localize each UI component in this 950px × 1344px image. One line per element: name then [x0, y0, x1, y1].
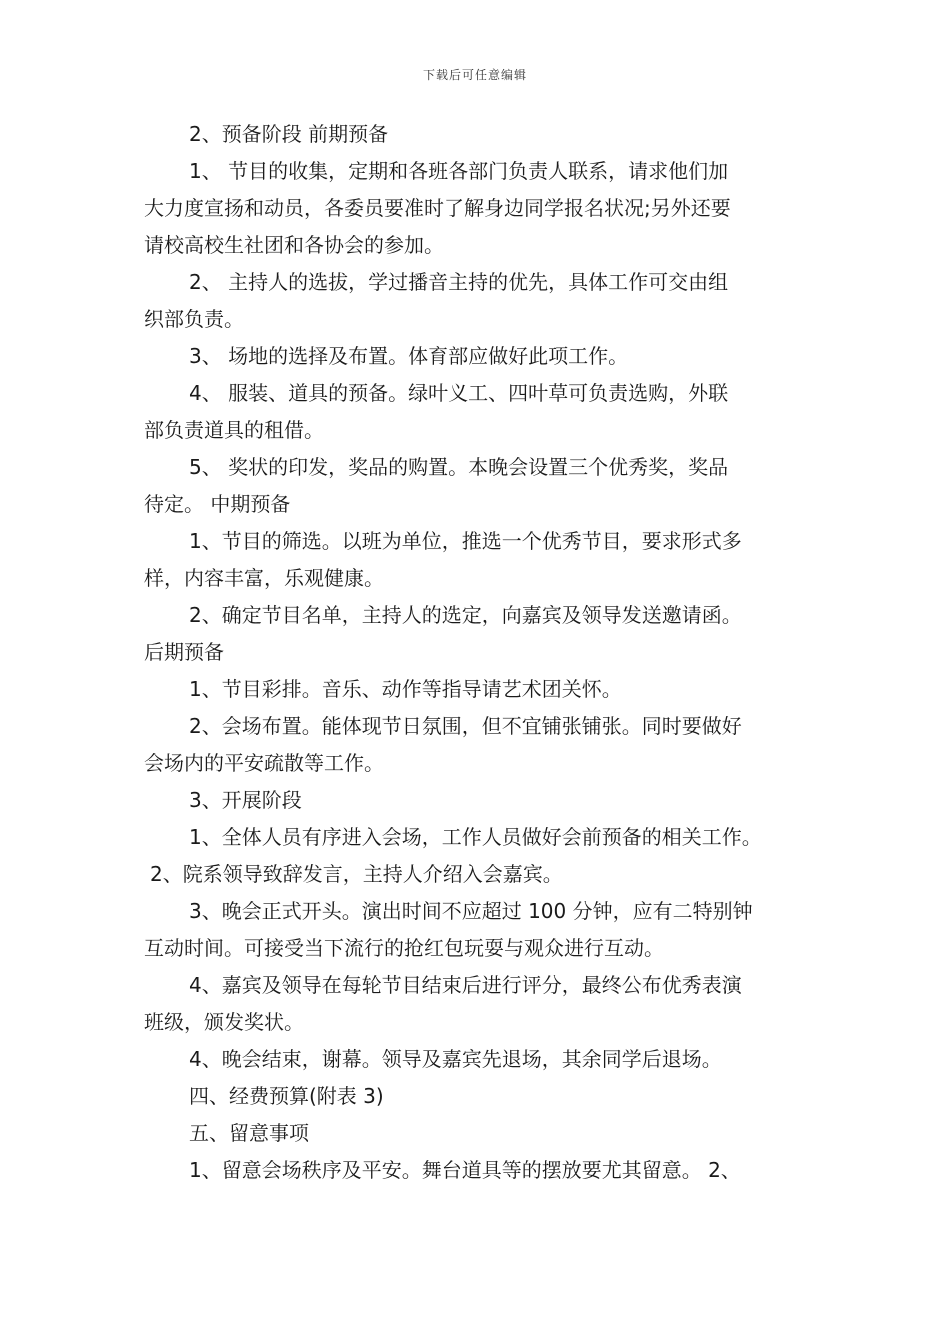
text-line: 1、全体人员有序进入会场，工作人员做好会前预备的相关工作。 — [189, 825, 762, 849]
text-line: 1、节目彩排。音乐、动作等指导请艺术团关怀。 — [189, 677, 622, 701]
text-line: 3、开展阶段 — [189, 788, 302, 812]
text-line: 2、 主持人的选拔，学过播音主持的优先，具体工作可交由组 — [189, 270, 729, 294]
text-line: 部负责道具的租借。 — [144, 418, 324, 442]
text-line: 五、留意事项 — [189, 1121, 309, 1145]
text-line: 会场内的平安疏散等工作。 — [144, 751, 384, 775]
text-line: 2、院系领导致辞发言，主持人介绍入会嘉宾。 — [150, 862, 563, 886]
text-line: 4、嘉宾及领导在每轮节目结束后进行评分，最终公布优秀表演 — [189, 973, 742, 997]
text-line: 3、晚会正式开头。演出时间不应超过 100 分钟，应有二特别钟 — [189, 899, 753, 923]
text-line: 2、预备阶段 前期预备 — [189, 122, 389, 146]
text-line: 班级，颁发奖状。 — [144, 1010, 304, 1034]
text-line: 大力度宣扬和动员，各委员要准时了解身边同学报名状况;另外还要 — [144, 196, 731, 220]
text-line: 5、 奖状的印发，奖品的购置。本晚会设置三个优秀奖，奖品 — [189, 455, 729, 479]
document-body — [144, 116, 816, 1189]
text-line: 互动时间。可接受当下流行的抢红包玩耍与观众进行互动。 — [144, 936, 664, 960]
page-header: 下载后可任意编辑 — [422, 68, 527, 82]
text-line: 请校高校生社团和各协会的参加。 — [144, 233, 444, 257]
text-line: 2、会场布置。能体现节日氛围，但不宜铺张铺张。同时要做好 — [189, 714, 742, 738]
text-line: 待定。 中期预备 — [144, 492, 291, 516]
text-line: 1、留意会场秩序及平安。舞台道具等的摆放要尤其留意。 2、 — [189, 1158, 741, 1182]
text-line: 1、 节目的收集，定期和各班各部门负责人联系，请求他们加 — [189, 159, 729, 183]
text-line: 四、经费预算(附表 3) — [189, 1084, 384, 1108]
text-line: 4、晚会结束，谢幕。领导及嘉宾先退场，其余同学后退场。 — [189, 1047, 722, 1071]
text-line: 样，内容丰富，乐观健康。 — [144, 566, 384, 590]
text-line: 1、节目的筛选。以班为单位，推选一个优秀节目，要求形式多 — [189, 529, 742, 553]
text-line: 2、确定节目名单，主持人的选定，向嘉宾及领导发送邀请函。 — [189, 603, 742, 627]
text-line: 4、 服装、道具的预备。绿叶义工、四叶草可负责选购，外联 — [189, 381, 729, 405]
text-line: 后期预备 — [144, 640, 224, 664]
text-line: 3、 场地的选择及布置。体育部应做好此项工作。 — [189, 344, 629, 368]
text-line: 织部负责。 — [144, 307, 244, 331]
